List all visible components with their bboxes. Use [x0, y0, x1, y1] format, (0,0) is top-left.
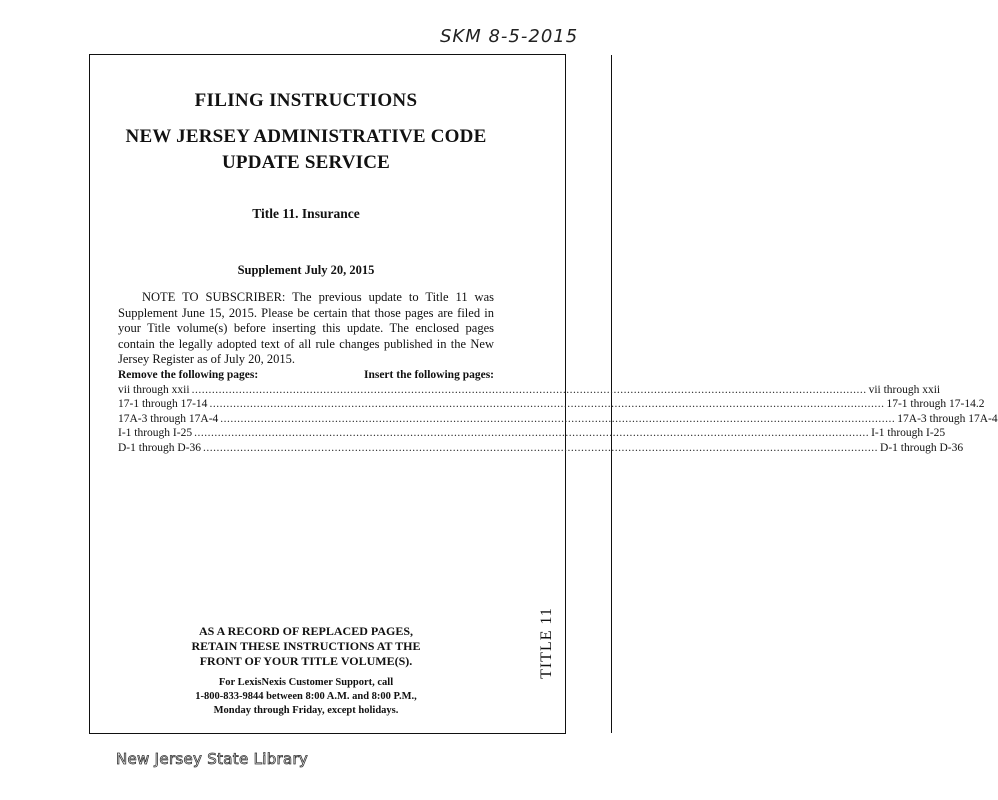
insert-pages: D-1 through D-36	[880, 441, 964, 454]
leader-dots: ........................................................................................................................................................................................................	[203, 441, 879, 454]
table-row	[118, 397, 985, 412]
retain-line1: AS A RECORD OF REPLACED PAGES,	[198, 624, 414, 638]
retain-line2: RETAIN THESE INSTRUCTIONS AT THE	[191, 639, 421, 653]
insert-pages: I-1 through I-25	[871, 427, 946, 439]
pages-table-header	[118, 368, 494, 383]
support-line2: 1-800-833-9844 between 8:00 A.M. and 8:00 P.M.,	[195, 691, 417, 702]
code-title-line1: NEW JERSEY ADMINISTRATIVE CODE	[125, 126, 487, 147]
support-line1: For LexisNexis Customer Support, call	[218, 677, 394, 688]
remove-pages: D-1 through D-36	[118, 441, 202, 454]
title-name: Title 11. Insurance	[252, 206, 360, 221]
pages-table	[118, 368, 998, 455]
leader-dots: ........................................................................................................................................................................................................	[209, 398, 885, 410]
remove-pages: 17-1 through 17-14	[118, 398, 208, 410]
leader-dots: ........................................................................................................................................................................................................	[220, 412, 896, 425]
insert-pages: vii through xxii	[868, 383, 941, 396]
library-watermark: New Jersey State Library	[116, 750, 309, 768]
remove-pages: 17A-3 through 17A-4	[118, 412, 219, 425]
remove-header: Remove the following pages:	[118, 369, 259, 381]
remove-pages: vii through xxii	[118, 383, 190, 396]
side-tab	[527, 602, 567, 684]
leader-dots: ........................................................................................................................................................................................................	[194, 427, 870, 439]
supplement-date: Supplement July 20, 2015	[237, 263, 375, 277]
side-tab-label: TITLE 11	[538, 607, 556, 679]
support-line3: Monday through Friday, except holidays.	[213, 705, 399, 716]
retain-instructions	[118, 624, 494, 669]
insert-pages: 17A-3 through 17A-4	[897, 412, 998, 425]
filing-title: FILING INSTRUCTIONS	[194, 90, 418, 111]
customer-support	[118, 676, 494, 718]
table-row	[118, 412, 998, 427]
table-row	[118, 426, 946, 441]
insert-pages: 17-1 through 17-14.2	[886, 398, 985, 410]
code-title	[110, 124, 502, 176]
insert-header: Insert the following pages:	[363, 369, 494, 381]
remove-pages: I-1 through I-25	[118, 427, 193, 439]
table-row	[118, 441, 964, 456]
leader-dots: ........................................................................................................................................................................................................	[191, 383, 867, 396]
handwritten-note: SKM 8-5-2015	[440, 26, 579, 47]
subscriber-note: NOTE TO SUBSCRIBER: The previous update to Title 11 was Supplement June 15, 2015. Please be certain that those pages are filed in your Title volume(s) before inserting this update. The enclosed pages contain the legally adopted text of all rule changes published in the New Jersey Register as of July 20, 2015.	[118, 290, 494, 366]
retain-line3: FRONT OF YOUR TITLE VOLUME(S).	[199, 654, 413, 668]
table-row	[118, 383, 941, 398]
code-title-line2: UPDATE SERVICE	[221, 152, 391, 173]
